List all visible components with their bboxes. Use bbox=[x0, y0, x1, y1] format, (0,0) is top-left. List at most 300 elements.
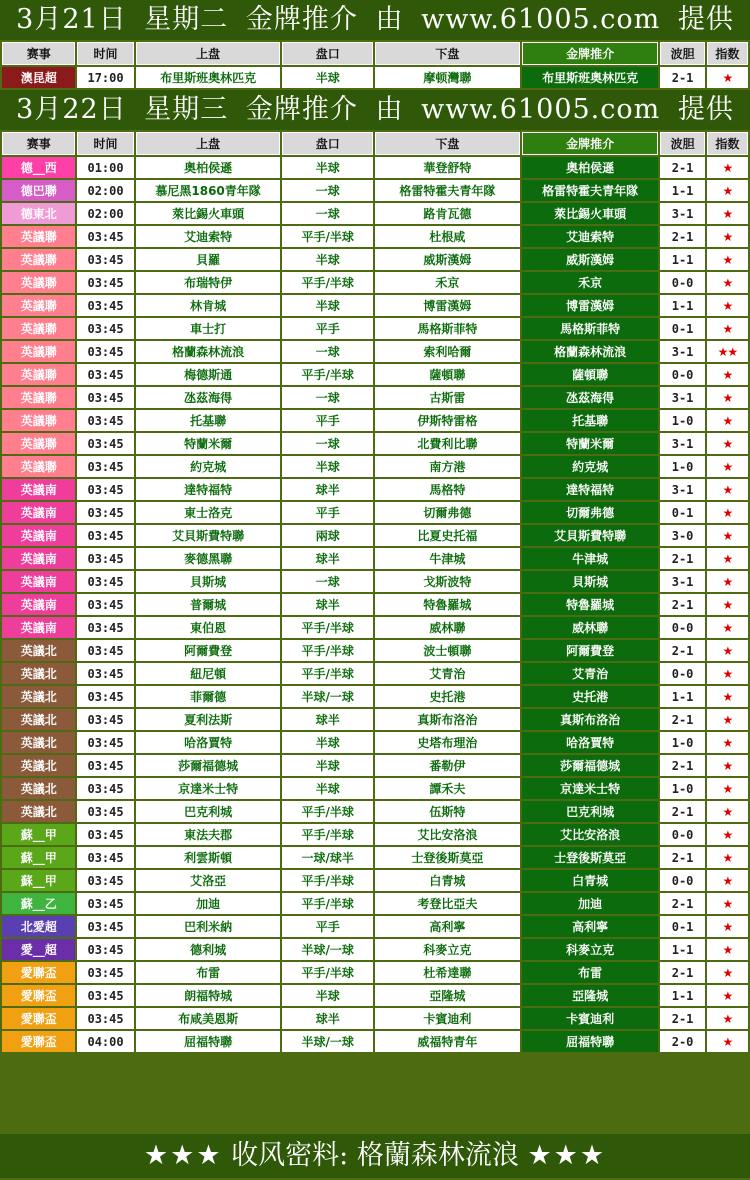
day1-banner bbox=[0, 0, 750, 40]
header-time: 时间 bbox=[77, 42, 133, 65]
league-cell: 愛聯盃 bbox=[2, 985, 75, 1006]
pick-cell: 史托港 bbox=[522, 686, 659, 707]
day1-header-row bbox=[2, 42, 748, 65]
stars-cell: ★ bbox=[707, 249, 748, 270]
home-team-cell: 普爾城 bbox=[136, 594, 281, 615]
away-team-cell: 譚禾夫 bbox=[375, 778, 520, 799]
home-team-cell: 德利城 bbox=[136, 939, 281, 960]
time-cell: 03:45 bbox=[77, 433, 133, 454]
day1-site[interactable]: www.61005.com bbox=[421, 4, 661, 35]
score-cell: 1-1 bbox=[660, 985, 704, 1006]
table-row bbox=[2, 249, 748, 270]
home-team-cell: 格蘭森林流浪 bbox=[136, 341, 281, 362]
home-team-cell: 朗福特城 bbox=[136, 985, 281, 1006]
time-cell: 03:45 bbox=[77, 341, 133, 362]
league-cell: 英議聯 bbox=[2, 295, 75, 316]
time-cell: 03:45 bbox=[77, 456, 133, 477]
stars-cell: ★ bbox=[707, 985, 748, 1006]
time-cell: 03:45 bbox=[77, 916, 133, 937]
pick-cell: 特魯羅城 bbox=[522, 594, 659, 615]
table-row bbox=[2, 617, 748, 638]
score-cell: 2-1 bbox=[660, 157, 704, 178]
header-league: 赛事 bbox=[2, 42, 75, 65]
handicap-cell: 半球 bbox=[282, 67, 372, 88]
score-cell: 3-0 bbox=[660, 525, 704, 546]
score-cell: 0-0 bbox=[660, 617, 704, 638]
stars-cell: ★ bbox=[707, 387, 748, 408]
handicap-cell: 半球 bbox=[282, 456, 372, 477]
time-cell: 03:45 bbox=[77, 364, 133, 385]
home-team-cell: 加迪 bbox=[136, 893, 281, 914]
header-league: 赛事 bbox=[2, 132, 75, 155]
league-cell: 英議南 bbox=[2, 594, 75, 615]
score-cell: 1-1 bbox=[660, 180, 704, 201]
footer-stars-right: ★★★ bbox=[527, 1140, 607, 1171]
handicap-cell: 一球 bbox=[282, 387, 372, 408]
league-cell: 英議北 bbox=[2, 755, 75, 776]
time-cell: 03:45 bbox=[77, 617, 133, 638]
score-cell: 1-1 bbox=[660, 686, 704, 707]
away-team-cell: 切爾弗德 bbox=[375, 502, 520, 523]
score-cell: 1-1 bbox=[660, 249, 704, 270]
home-team-cell: 京達米士特 bbox=[136, 778, 281, 799]
stars-cell: ★ bbox=[707, 272, 748, 293]
stars-cell: ★ bbox=[707, 870, 748, 891]
league-cell: 蘇__乙 bbox=[2, 893, 75, 914]
league-cell: 英議聯 bbox=[2, 272, 75, 293]
away-team-cell: 伊斯特雷格 bbox=[375, 410, 520, 431]
away-team-cell: 艾青治 bbox=[375, 663, 520, 684]
score-cell: 2-1 bbox=[660, 1008, 704, 1029]
time-cell: 03:45 bbox=[77, 249, 133, 270]
league-cell: 英議聯 bbox=[2, 341, 75, 362]
league-cell: 英議南 bbox=[2, 571, 75, 592]
time-cell: 03:45 bbox=[77, 962, 133, 983]
time-cell: 03:45 bbox=[77, 1008, 133, 1029]
away-team-cell: 南方港 bbox=[375, 456, 520, 477]
handicap-cell: 兩球 bbox=[282, 525, 372, 546]
table-row bbox=[2, 939, 748, 960]
pick-cell: 博雷漢姆 bbox=[522, 295, 659, 316]
pick-cell: 高利寧 bbox=[522, 916, 659, 937]
league-cell: 英議南 bbox=[2, 548, 75, 569]
home-team-cell: 氹茲海得 bbox=[136, 387, 281, 408]
score-cell: 1-1 bbox=[660, 939, 704, 960]
day1-title: 金牌推介 bbox=[245, 4, 358, 35]
day2-by: 由 bbox=[375, 94, 404, 125]
header-away: 下盘 bbox=[375, 132, 520, 155]
pick-cell: 威林聯 bbox=[522, 617, 659, 638]
stars-cell: ★ bbox=[707, 617, 748, 638]
pick-cell: 萊比錫火車頭 bbox=[522, 203, 659, 224]
score-cell: 2-1 bbox=[660, 594, 704, 615]
league-cell: 德__西 bbox=[2, 157, 75, 178]
table-row bbox=[2, 732, 748, 753]
score-cell: 0-0 bbox=[660, 824, 704, 845]
score-cell: 3-1 bbox=[660, 341, 704, 362]
header-pick: 金牌推介 bbox=[522, 42, 659, 65]
away-team-cell: 北費利比聯 bbox=[375, 433, 520, 454]
away-team-cell: 考登比亞夫 bbox=[375, 893, 520, 914]
league-cell: 愛聯盃 bbox=[2, 1008, 75, 1029]
pick-cell: 巴克利城 bbox=[522, 801, 659, 822]
league-cell: 北愛超 bbox=[2, 916, 75, 937]
pick-cell: 卡賓迪利 bbox=[522, 1008, 659, 1029]
league-cell: 英議南 bbox=[2, 479, 75, 500]
away-team-cell: 亞隆城 bbox=[375, 985, 520, 1006]
time-cell: 03:45 bbox=[77, 893, 133, 914]
table-row bbox=[2, 847, 748, 868]
league-cell: 英議南 bbox=[2, 525, 75, 546]
home-team-cell: 艾迪索特 bbox=[136, 226, 281, 247]
footer-stars-left: ★★★ bbox=[143, 1140, 223, 1171]
away-team-cell: 特魯羅城 bbox=[375, 594, 520, 615]
league-cell: 蘇__甲 bbox=[2, 870, 75, 891]
away-team-cell: 比夏史托福 bbox=[375, 525, 520, 546]
time-cell: 03:45 bbox=[77, 318, 133, 339]
table-row bbox=[2, 709, 748, 730]
pick-cell: 切爾弗德 bbox=[522, 502, 659, 523]
stars-cell: ★ bbox=[707, 732, 748, 753]
stars-cell: ★ bbox=[707, 502, 748, 523]
footer-label: 收风密料: bbox=[231, 1140, 349, 1171]
away-team-cell: 艾比安洛浪 bbox=[375, 824, 520, 845]
day1-provide: 提供 bbox=[677, 4, 734, 35]
stars-cell: ★ bbox=[707, 663, 748, 684]
time-cell: 03:45 bbox=[77, 502, 133, 523]
stars-cell: ★ bbox=[707, 548, 748, 569]
day1-body bbox=[2, 67, 748, 88]
handicap-cell: 平手/半球 bbox=[282, 870, 372, 891]
stars-cell: ★ bbox=[707, 433, 748, 454]
header-home: 上盘 bbox=[136, 132, 281, 155]
stars-cell: ★ bbox=[707, 67, 748, 88]
stars-cell: ★ bbox=[707, 847, 748, 868]
home-team-cell: 貝斯城 bbox=[136, 571, 281, 592]
league-cell: 英議聯 bbox=[2, 249, 75, 270]
away-team-cell: 馬格特 bbox=[375, 479, 520, 500]
away-team-cell: 威林聯 bbox=[375, 617, 520, 638]
stars-cell: ★ bbox=[707, 824, 748, 845]
home-team-cell: 萊比錫火車頭 bbox=[136, 203, 281, 224]
stars-cell: ★ bbox=[707, 686, 748, 707]
away-team-cell: 威斯漢姆 bbox=[375, 249, 520, 270]
home-team-cell: 屈福特聯 bbox=[136, 1031, 281, 1052]
time-cell: 03:45 bbox=[77, 778, 133, 799]
stars-cell: ★ bbox=[707, 157, 748, 178]
away-team-cell: 格雷特霍夫青年隊 bbox=[375, 180, 520, 201]
stars-cell: ★ bbox=[707, 893, 748, 914]
day2-provide: 提供 bbox=[677, 94, 734, 125]
handicap-cell: 一球 bbox=[282, 203, 372, 224]
pick-cell: 威斯漢姆 bbox=[522, 249, 659, 270]
away-team-cell: 摩顿灣聯 bbox=[375, 67, 520, 88]
handicap-cell: 平手/半球 bbox=[282, 640, 372, 661]
score-cell: 0-1 bbox=[660, 916, 704, 937]
away-team-cell: 馬格斯菲特 bbox=[375, 318, 520, 339]
away-team-cell: 禾京 bbox=[375, 272, 520, 293]
day2-title: 金牌推介 bbox=[245, 94, 358, 125]
league-cell: 英議北 bbox=[2, 801, 75, 822]
away-team-cell: 博雷漢姆 bbox=[375, 295, 520, 316]
pick-cell: 貝斯城 bbox=[522, 571, 659, 592]
time-cell: 01:00 bbox=[77, 157, 133, 178]
away-team-cell: 牛津城 bbox=[375, 548, 520, 569]
home-team-cell: 東伯恩 bbox=[136, 617, 281, 638]
handicap-cell: 球半 bbox=[282, 709, 372, 730]
score-cell: 3-1 bbox=[660, 571, 704, 592]
pick-cell: 約克城 bbox=[522, 456, 659, 477]
home-team-cell: 艾洛亞 bbox=[136, 870, 281, 891]
day2-banner bbox=[0, 90, 750, 130]
header-score: 波胆 bbox=[660, 132, 704, 155]
table-row bbox=[2, 410, 748, 431]
table-row bbox=[2, 916, 748, 937]
time-cell: 04:00 bbox=[77, 1031, 133, 1052]
handicap-cell: 一球 bbox=[282, 180, 372, 201]
footer-pick: 格蘭森林流浪 bbox=[356, 1140, 519, 1171]
header-score: 波胆 bbox=[660, 42, 704, 65]
league-cell: 英議聯 bbox=[2, 456, 75, 477]
score-cell: 1-0 bbox=[660, 778, 704, 799]
away-team-cell: 華登舒特 bbox=[375, 157, 520, 178]
time-cell: 03:45 bbox=[77, 640, 133, 661]
handicap-cell: 平手/半球 bbox=[282, 801, 372, 822]
score-cell: 3-1 bbox=[660, 203, 704, 224]
away-team-cell: 薩頓聯 bbox=[375, 364, 520, 385]
day2-body bbox=[2, 157, 748, 1052]
pick-cell: 禾京 bbox=[522, 272, 659, 293]
table-row bbox=[2, 180, 748, 201]
header-handicap: 盘口 bbox=[282, 42, 372, 65]
away-team-cell: 番勒伊 bbox=[375, 755, 520, 776]
table-row bbox=[2, 272, 748, 293]
table-row bbox=[2, 341, 748, 362]
pick-cell: 特蘭米爾 bbox=[522, 433, 659, 454]
time-cell: 03:45 bbox=[77, 801, 133, 822]
stars-cell: ★ bbox=[707, 801, 748, 822]
score-cell: 0-0 bbox=[660, 364, 704, 385]
handicap-cell: 半球/一球 bbox=[282, 686, 372, 707]
score-cell: 2-1 bbox=[660, 67, 704, 88]
header-index: 指数 bbox=[707, 132, 748, 155]
pick-cell: 牛津城 bbox=[522, 548, 659, 569]
day1-by: 由 bbox=[375, 4, 404, 35]
league-cell: 愛__超 bbox=[2, 939, 75, 960]
handicap-cell: 半球 bbox=[282, 732, 372, 753]
table-row bbox=[2, 962, 748, 983]
away-team-cell: 伍斯特 bbox=[375, 801, 520, 822]
day2-table bbox=[0, 130, 750, 1054]
time-cell: 03:45 bbox=[77, 755, 133, 776]
pick-cell: 艾迪索特 bbox=[522, 226, 659, 247]
table-row bbox=[2, 1008, 748, 1029]
league-cell: 英議聯 bbox=[2, 387, 75, 408]
handicap-cell: 平手 bbox=[282, 318, 372, 339]
stars-cell: ★ bbox=[707, 1008, 748, 1029]
table-row bbox=[2, 893, 748, 914]
handicap-cell: 球半 bbox=[282, 594, 372, 615]
score-cell: 3-1 bbox=[660, 479, 704, 500]
home-team-cell: 菲爾德 bbox=[136, 686, 281, 707]
handicap-cell: 平手 bbox=[282, 410, 372, 431]
table-row bbox=[2, 226, 748, 247]
stars-cell: ★ bbox=[707, 916, 748, 937]
table-row bbox=[2, 433, 748, 454]
time-cell: 03:45 bbox=[77, 732, 133, 753]
score-cell: 0-1 bbox=[660, 318, 704, 339]
pick-cell: 氹茲海得 bbox=[522, 387, 659, 408]
table-row bbox=[2, 1031, 748, 1052]
score-cell: 0-0 bbox=[660, 272, 704, 293]
away-team-cell: 高利寧 bbox=[375, 916, 520, 937]
stars-cell: ★ bbox=[707, 410, 748, 431]
handicap-cell: 球半 bbox=[282, 548, 372, 569]
stars-cell: ★★ bbox=[707, 341, 748, 362]
stars-cell: ★ bbox=[707, 571, 748, 592]
time-cell: 03:45 bbox=[77, 387, 133, 408]
pick-cell: 阿爾費登 bbox=[522, 640, 659, 661]
handicap-cell: 一球/球半 bbox=[282, 847, 372, 868]
table-row bbox=[2, 801, 748, 822]
home-team-cell: 麥德黑聯 bbox=[136, 548, 281, 569]
handicap-cell: 平手/半球 bbox=[282, 364, 372, 385]
league-cell: 英議北 bbox=[2, 640, 75, 661]
league-cell: 英議北 bbox=[2, 778, 75, 799]
table-row bbox=[2, 318, 748, 339]
home-team-cell: 東法夫郡 bbox=[136, 824, 281, 845]
time-cell: 03:45 bbox=[77, 709, 133, 730]
stars-cell: ★ bbox=[707, 939, 748, 960]
score-cell: 2-1 bbox=[660, 801, 704, 822]
score-cell: 2-1 bbox=[660, 640, 704, 661]
handicap-cell: 平手/半球 bbox=[282, 617, 372, 638]
handicap-cell: 半球 bbox=[282, 985, 372, 1006]
home-team-cell: 莎爾福德城 bbox=[136, 755, 281, 776]
footer-banner bbox=[0, 1134, 750, 1178]
pick-cell: 布雷 bbox=[522, 962, 659, 983]
pick-cell: 士登後斯莫亞 bbox=[522, 847, 659, 868]
handicap-cell: 平手 bbox=[282, 502, 372, 523]
league-cell: 英議北 bbox=[2, 709, 75, 730]
table-row bbox=[2, 67, 748, 88]
home-team-cell: 布雷 bbox=[136, 962, 281, 983]
stars-cell: ★ bbox=[707, 180, 748, 201]
stars-cell: ★ bbox=[707, 594, 748, 615]
score-cell: 2-1 bbox=[660, 226, 704, 247]
table-row bbox=[2, 640, 748, 661]
pick-cell: 馬格斯菲特 bbox=[522, 318, 659, 339]
league-cell: 英議聯 bbox=[2, 433, 75, 454]
table-row bbox=[2, 594, 748, 615]
league-cell: 英議南 bbox=[2, 617, 75, 638]
home-team-cell: 達特福特 bbox=[136, 479, 281, 500]
table-row bbox=[2, 985, 748, 1006]
time-cell: 03:45 bbox=[77, 226, 133, 247]
handicap-cell: 半球 bbox=[282, 157, 372, 178]
day1-table bbox=[0, 40, 750, 90]
pick-cell: 格雷特霍夫青年隊 bbox=[522, 180, 659, 201]
stars-cell: ★ bbox=[707, 640, 748, 661]
pick-cell: 莎爾福德城 bbox=[522, 755, 659, 776]
home-team-cell: 布咸美恩斯 bbox=[136, 1008, 281, 1029]
away-team-cell: 索利哈爾 bbox=[375, 341, 520, 362]
table-row bbox=[2, 755, 748, 776]
home-team-cell: 慕尼黑1860青年隊 bbox=[136, 180, 281, 201]
stars-cell: ★ bbox=[707, 709, 748, 730]
table-row bbox=[2, 387, 748, 408]
handicap-cell: 球半 bbox=[282, 479, 372, 500]
score-cell: 2-1 bbox=[660, 847, 704, 868]
home-team-cell: 貝羅 bbox=[136, 249, 281, 270]
league-cell: 愛聯盃 bbox=[2, 1031, 75, 1052]
header-pick: 金牌推介 bbox=[522, 132, 659, 155]
score-cell: 1-0 bbox=[660, 410, 704, 431]
day1-date: 3月21日 bbox=[16, 4, 127, 35]
table-row bbox=[2, 686, 748, 707]
score-cell: 2-1 bbox=[660, 893, 704, 914]
score-cell: 2-1 bbox=[660, 962, 704, 983]
league-cell: 英議聯 bbox=[2, 410, 75, 431]
time-cell: 03:45 bbox=[77, 939, 133, 960]
pick-cell: 奥柏侯遜 bbox=[522, 157, 659, 178]
time-cell: 02:00 bbox=[77, 180, 133, 201]
away-team-cell: 白青城 bbox=[375, 870, 520, 891]
league-cell: 英議聯 bbox=[2, 318, 75, 339]
home-team-cell: 布里斯班奥林匹克 bbox=[136, 67, 281, 88]
pick-cell: 屈福特聯 bbox=[522, 1031, 659, 1052]
handicap-cell: 平手/半球 bbox=[282, 962, 372, 983]
score-cell: 0-0 bbox=[660, 870, 704, 891]
table-row bbox=[2, 824, 748, 845]
time-cell: 03:45 bbox=[77, 824, 133, 845]
table-row bbox=[2, 203, 748, 224]
time-cell: 03:45 bbox=[77, 985, 133, 1006]
home-team-cell: 梅德斯通 bbox=[136, 364, 281, 385]
league-cell: 澳昆超 bbox=[2, 67, 75, 88]
score-cell: 3-1 bbox=[660, 387, 704, 408]
home-team-cell: 特蘭米爾 bbox=[136, 433, 281, 454]
header-away: 下盘 bbox=[375, 42, 520, 65]
time-cell: 02:00 bbox=[77, 203, 133, 224]
league-cell: 蘇__甲 bbox=[2, 824, 75, 845]
pick-cell: 科麥立克 bbox=[522, 939, 659, 960]
home-team-cell: 夏利法斯 bbox=[136, 709, 281, 730]
pick-cell: 薩頓聯 bbox=[522, 364, 659, 385]
table-row bbox=[2, 870, 748, 891]
handicap-cell: 一球 bbox=[282, 433, 372, 454]
home-team-cell: 利雲斯頓 bbox=[136, 847, 281, 868]
away-team-cell: 史托港 bbox=[375, 686, 520, 707]
score-cell: 2-0 bbox=[660, 1031, 704, 1052]
league-cell: 蘇__甲 bbox=[2, 847, 75, 868]
handicap-cell: 半球 bbox=[282, 778, 372, 799]
time-cell: 03:45 bbox=[77, 686, 133, 707]
score-cell: 3-1 bbox=[660, 433, 704, 454]
handicap-cell: 平手/半球 bbox=[282, 226, 372, 247]
pick-cell: 艾青治 bbox=[522, 663, 659, 684]
table-row bbox=[2, 525, 748, 546]
away-team-cell: 路肯瓦德 bbox=[375, 203, 520, 224]
home-team-cell: 紐尼頓 bbox=[136, 663, 281, 684]
pick-cell: 達特福特 bbox=[522, 479, 659, 500]
time-cell: 03:45 bbox=[77, 410, 133, 431]
stars-cell: ★ bbox=[707, 203, 748, 224]
time-cell: 03:45 bbox=[77, 571, 133, 592]
day2-site[interactable]: www.61005.com bbox=[421, 94, 661, 125]
handicap-cell: 平手/半球 bbox=[282, 663, 372, 684]
home-team-cell: 車士打 bbox=[136, 318, 281, 339]
